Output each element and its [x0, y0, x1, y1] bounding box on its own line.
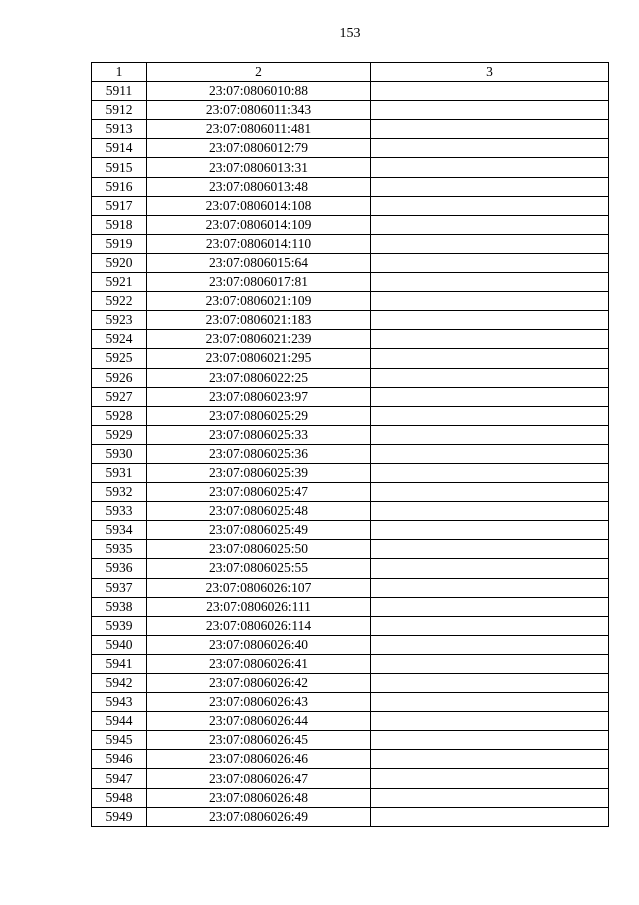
- note-cell: [371, 750, 609, 769]
- cadastral-number-cell: 23:07:0806026:46: [147, 750, 371, 769]
- cadastral-number-cell: 23:07:0806013:31: [147, 158, 371, 177]
- table-row: [92, 196, 609, 215]
- cadastral-number-cell: 23:07:0806026:48: [147, 788, 371, 807]
- row-number-cell: 5929: [92, 425, 147, 444]
- table-row: [92, 674, 609, 693]
- note-cell: [371, 578, 609, 597]
- table-row: [92, 158, 609, 177]
- note-cell: [371, 502, 609, 521]
- row-number-cell: 5940: [92, 635, 147, 654]
- row-number-cell: 5926: [92, 368, 147, 387]
- cadastral-number-cell: 23:07:0806026:114: [147, 616, 371, 635]
- row-number-cell: 5916: [92, 177, 147, 196]
- row-number-cell: 5936: [92, 559, 147, 578]
- note-cell: [371, 788, 609, 807]
- cadastral-number-cell: 23:07:0806021:295: [147, 349, 371, 368]
- table-row: [92, 311, 609, 330]
- table-row: [92, 387, 609, 406]
- note-cell: [371, 101, 609, 120]
- column-header-2: 2: [147, 63, 371, 82]
- table-row: [92, 578, 609, 597]
- row-number-cell: 5914: [92, 139, 147, 158]
- column-header-1: 1: [92, 63, 147, 82]
- note-cell: [371, 196, 609, 215]
- table-row: [92, 330, 609, 349]
- row-number-cell: 5917: [92, 196, 147, 215]
- row-number-cell: 5947: [92, 769, 147, 788]
- row-number-cell: 5921: [92, 273, 147, 292]
- row-number-cell: 5912: [92, 101, 147, 120]
- row-number-cell: 5931: [92, 463, 147, 482]
- note-cell: [371, 769, 609, 788]
- cadastral-number-cell: 23:07:0806022:25: [147, 368, 371, 387]
- table-row: [92, 597, 609, 616]
- note-cell: [371, 540, 609, 559]
- row-number-cell: 5941: [92, 654, 147, 673]
- note-cell: [371, 273, 609, 292]
- cadastral-number-cell: 23:07:0806026:43: [147, 693, 371, 712]
- note-cell: [371, 635, 609, 654]
- cadastral-number-cell: 23:07:0806015:64: [147, 253, 371, 272]
- note-cell: [371, 463, 609, 482]
- table-row: [92, 139, 609, 158]
- row-number-cell: 5927: [92, 387, 147, 406]
- note-cell: [371, 425, 609, 444]
- cadastral-number-cell: 23:07:0806026:40: [147, 635, 371, 654]
- cadastral-number-cell: 23:07:0806011:481: [147, 120, 371, 139]
- cadastral-number-cell: 23:07:0806026:41: [147, 654, 371, 673]
- table-row: [92, 120, 609, 139]
- cadastral-number-cell: 23:07:0806017:81: [147, 273, 371, 292]
- row-number-cell: 5922: [92, 292, 147, 311]
- column-header-3: 3: [371, 63, 609, 82]
- cadastral-number-cell: 23:07:0806025:49: [147, 521, 371, 540]
- table-header-row: [92, 63, 609, 82]
- cadastral-number-cell: 23:07:0806025:47: [147, 483, 371, 502]
- cadastral-number-cell: 23:07:0806025:36: [147, 444, 371, 463]
- cadastral-number-cell: 23:07:0806025:55: [147, 559, 371, 578]
- note-cell: [371, 387, 609, 406]
- table-row: [92, 177, 609, 196]
- row-number-cell: 5924: [92, 330, 147, 349]
- row-number-cell: 5946: [92, 750, 147, 769]
- row-number-cell: 5948: [92, 788, 147, 807]
- row-number-cell: 5915: [92, 158, 147, 177]
- note-cell: [371, 559, 609, 578]
- row-number-cell: 5913: [92, 120, 147, 139]
- note-cell: [371, 215, 609, 234]
- cadastral-number-cell: 23:07:0806025:29: [147, 406, 371, 425]
- cadastral-number-cell: 23:07:0806025:48: [147, 502, 371, 521]
- table-row: [92, 444, 609, 463]
- cadastral-number-cell: 23:07:0806013:48: [147, 177, 371, 196]
- note-cell: [371, 253, 609, 272]
- cadastral-number-cell: 23:07:0806014:110: [147, 234, 371, 253]
- cadastral-table: [91, 62, 609, 827]
- note-cell: [371, 693, 609, 712]
- note-cell: [371, 597, 609, 616]
- table-row: [92, 82, 609, 101]
- cadastral-number-cell: 23:07:0806026:42: [147, 674, 371, 693]
- table-row: [92, 215, 609, 234]
- row-number-cell: 5934: [92, 521, 147, 540]
- cadastral-number-cell: 23:07:0806025:39: [147, 463, 371, 482]
- note-cell: [371, 234, 609, 253]
- cadastral-number-cell: 23:07:0806021:239: [147, 330, 371, 349]
- row-number-cell: 5933: [92, 502, 147, 521]
- table-row: [92, 654, 609, 673]
- note-cell: [371, 674, 609, 693]
- row-number-cell: 5923: [92, 311, 147, 330]
- table-row: [92, 292, 609, 311]
- table-row: [92, 101, 609, 120]
- note-cell: [371, 349, 609, 368]
- note-cell: [371, 311, 609, 330]
- table-row: [92, 635, 609, 654]
- row-number-cell: 5930: [92, 444, 147, 463]
- table-row: [92, 693, 609, 712]
- table-row: [92, 234, 609, 253]
- row-number-cell: 5945: [92, 731, 147, 750]
- cadastral-number-cell: 23:07:0806021:109: [147, 292, 371, 311]
- row-number-cell: 5920: [92, 253, 147, 272]
- table-row: [92, 712, 609, 731]
- cadastral-number-cell: 23:07:0806011:343: [147, 101, 371, 120]
- note-cell: [371, 82, 609, 101]
- table-row: [92, 253, 609, 272]
- table-row: [92, 502, 609, 521]
- table-row: [92, 425, 609, 444]
- note-cell: [371, 406, 609, 425]
- note-cell: [371, 330, 609, 349]
- row-number-cell: 5949: [92, 807, 147, 826]
- cadastral-number-cell: 23:07:0806026:49: [147, 807, 371, 826]
- table-row: [92, 273, 609, 292]
- note-cell: [371, 139, 609, 158]
- page-number: 153: [339, 26, 361, 41]
- note-cell: [371, 444, 609, 463]
- cadastral-number-cell: 23:07:0806014:108: [147, 196, 371, 215]
- row-number-cell: 5918: [92, 215, 147, 234]
- row-number-cell: 5911: [92, 82, 147, 101]
- cadastral-number-cell: 23:07:0806023:97: [147, 387, 371, 406]
- row-number-cell: 5919: [92, 234, 147, 253]
- row-number-cell: 5928: [92, 406, 147, 425]
- note-cell: [371, 177, 609, 196]
- table-row: [92, 521, 609, 540]
- note-cell: [371, 120, 609, 139]
- cadastral-number-cell: 23:07:0806026:44: [147, 712, 371, 731]
- cadastral-number-cell: 23:07:0806010:88: [147, 82, 371, 101]
- cadastral-number-cell: 23:07:0806026:111: [147, 597, 371, 616]
- note-cell: [371, 521, 609, 540]
- table-row: [92, 368, 609, 387]
- table-row: [92, 483, 609, 502]
- table-row: [92, 616, 609, 635]
- note-cell: [371, 368, 609, 387]
- cadastral-number-cell: 23:07:0806026:47: [147, 769, 371, 788]
- note-cell: [371, 158, 609, 177]
- cadastral-number-cell: 23:07:0806012:79: [147, 139, 371, 158]
- note-cell: [371, 654, 609, 673]
- note-cell: [371, 731, 609, 750]
- row-number-cell: 5937: [92, 578, 147, 597]
- note-cell: [371, 292, 609, 311]
- row-number-cell: 5939: [92, 616, 147, 635]
- table-row: [92, 807, 609, 826]
- cadastral-number-cell: 23:07:0806021:183: [147, 311, 371, 330]
- table-row: [92, 559, 609, 578]
- cadastral-number-cell: 23:07:0806025:33: [147, 425, 371, 444]
- table-body: [92, 82, 609, 827]
- table-row: [92, 750, 609, 769]
- row-number-cell: 5944: [92, 712, 147, 731]
- row-number-cell: 5932: [92, 483, 147, 502]
- note-cell: [371, 807, 609, 826]
- cadastral-number-cell: 23:07:0806026:107: [147, 578, 371, 597]
- cadastral-number-cell: 23:07:0806025:50: [147, 540, 371, 559]
- note-cell: [371, 616, 609, 635]
- table-row: [92, 540, 609, 559]
- table-row: [92, 788, 609, 807]
- row-number-cell: 5938: [92, 597, 147, 616]
- table-row: [92, 769, 609, 788]
- row-number-cell: 5935: [92, 540, 147, 559]
- row-number-cell: 5943: [92, 693, 147, 712]
- table-row: [92, 406, 609, 425]
- note-cell: [371, 712, 609, 731]
- cadastral-number-cell: 23:07:0806014:109: [147, 215, 371, 234]
- row-number-cell: 5942: [92, 674, 147, 693]
- note-cell: [371, 483, 609, 502]
- table-row: [92, 349, 609, 368]
- table-row: [92, 731, 609, 750]
- row-number-cell: 5925: [92, 349, 147, 368]
- cadastral-number-cell: 23:07:0806026:45: [147, 731, 371, 750]
- table-row: [92, 463, 609, 482]
